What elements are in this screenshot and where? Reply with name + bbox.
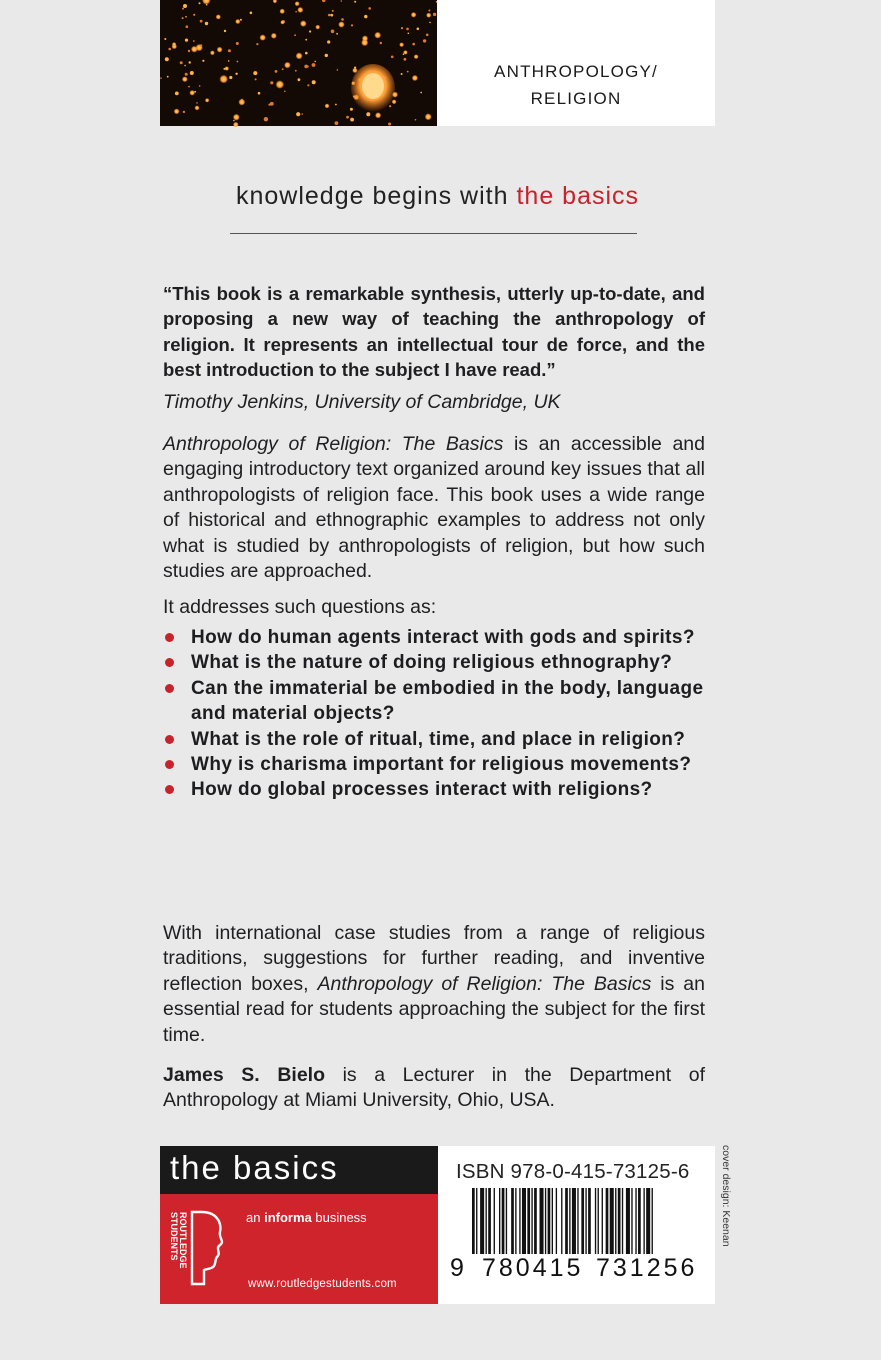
lantern-image: [160, 0, 437, 126]
lantern-dot: [305, 39, 307, 41]
description-text: is an accessible and engaging introductory text organized around key issues that all anthropologists of religion face. This book uses a wide range of historical and ethnographic examples to address not only what is studied by anthropologists of religion, but how such studies are approached.: [163, 433, 705, 583]
bullet-dot-icon: [165, 684, 174, 693]
series-publisher-panel: [160, 1146, 438, 1304]
series-tagline: [160, 182, 715, 211]
lantern-dot: [189, 61, 191, 63]
lantern-dot: [264, 117, 268, 121]
question-text: How do global processes interact with religions?: [191, 779, 653, 801]
cover-photo-lanterns: [160, 0, 437, 126]
lantern-dot: [325, 104, 330, 109]
endorsement-attribution: Timothy Jenkins, University of Cambridge, UK: [163, 391, 561, 413]
lantern-dot: [350, 118, 354, 122]
lantern-dot: [314, 61, 316, 63]
lantern-dot: [399, 42, 404, 47]
lantern-dot: [392, 99, 397, 104]
category-line-2: RELIGION: [530, 89, 622, 108]
bullet-dot-icon: [165, 760, 174, 769]
lantern-dot: [196, 102, 198, 104]
lantern-dot: [335, 121, 339, 125]
lantern-dot: [351, 24, 353, 26]
lantern-dot: [300, 20, 307, 27]
lantern-dot: [366, 112, 370, 116]
lantern-dot: [228, 49, 231, 52]
lantern-dot: [185, 73, 188, 76]
lantern-dot: [183, 111, 185, 113]
lantern-dot: [188, 86, 190, 88]
lantern-dot: [235, 19, 240, 24]
barcode-digits-right: 731256: [596, 1254, 698, 1282]
lantern-dot: [401, 73, 403, 75]
lantern-dot: [380, 42, 382, 44]
lantern-dot: [175, 92, 179, 96]
lantern-dot: [295, 1, 300, 6]
lantern-dot: [185, 39, 188, 42]
informa-suffix: business: [311, 1210, 367, 1225]
lantern-dot: [354, 1, 356, 3]
lantern-dot: [341, 18, 344, 21]
author-bio: [163, 1063, 705, 1114]
category-line-1: ANTHROPOLOGY/: [494, 62, 658, 81]
lantern-dot: [160, 77, 162, 79]
lantern-dot: [328, 14, 331, 17]
lantern-dot: [228, 60, 230, 62]
lantern-dot: [284, 62, 291, 69]
lantern-dot: [190, 71, 194, 75]
lantern-dot: [186, 25, 189, 28]
lantern-dot: [188, 50, 190, 52]
lantern-dot: [189, 90, 195, 96]
publisher-url: www.routledgestudents.com: [248, 1278, 397, 1290]
lantern-dot: [271, 33, 277, 39]
logo-routledge-text: ROUTLEDGE: [178, 1212, 188, 1269]
endorsement-quote: “This book is a remarkable synthesis, utterly up-to-date, and proposing a new way of teaching the anthropology of religion. It represents an intellectual tour de force, and the best introduction to the subject I have read.”: [163, 283, 705, 381]
lantern-dot: [374, 32, 381, 39]
lantern-dot: [429, 22, 431, 24]
informa-prefix: an: [246, 1210, 265, 1225]
lantern-dot: [182, 8, 184, 10]
bullet-dot-icon: [165, 658, 174, 667]
author-bio-text: is a Lecturer in the Department of Anthropology at Miami University, Ohio, USA.: [163, 1064, 705, 1112]
lantern-dot: [168, 48, 171, 51]
lantern-dot: [362, 35, 368, 41]
list-item: [163, 777, 705, 802]
tagline-divider: [230, 233, 637, 234]
lantern-dot: [401, 27, 403, 29]
lantern-dot: [307, 84, 309, 86]
book-title-italic: Anthropology of Religion: The Basics: [163, 433, 504, 455]
lantern-dot: [235, 73, 237, 75]
lantern-dot: [375, 112, 381, 118]
question-text: Why is charisma important for religious movements?: [191, 754, 692, 776]
lantern-dot: [294, 34, 296, 36]
book-description: [163, 432, 705, 584]
lantern-dot: [174, 109, 180, 115]
lantern-dot: [414, 54, 419, 59]
lantern-dot: [411, 12, 417, 18]
barcode-panel: [438, 1146, 715, 1304]
lantern-dot: [408, 33, 410, 35]
lantern-dot: [296, 52, 303, 59]
lantern-dot: [224, 66, 229, 71]
lantern-dot: [182, 76, 188, 82]
lantern-dot: [423, 39, 426, 42]
lantern-dot: [185, 16, 187, 18]
lantern-dot: [315, 25, 320, 30]
lantern-dot: [364, 15, 367, 18]
lantern-dot: [282, 68, 284, 70]
cover-credit-text: cover design: Keenan: [720, 1145, 732, 1247]
lantern-dot: [233, 122, 239, 128]
category-label: [437, 58, 715, 112]
lantern-dot: [216, 14, 221, 19]
lantern-dot: [255, 78, 257, 80]
lantern-dot: [428, 10, 430, 12]
lantern-dot: [368, 7, 371, 10]
lantern-dot: [417, 28, 420, 31]
lantern-dot: [219, 75, 228, 84]
lantern-dot: [312, 80, 316, 84]
informa-tagline: [246, 1210, 367, 1225]
lantern-dot: [350, 108, 353, 111]
lantern-dot: [200, 44, 202, 46]
closing-before: With international case studies from a range of religious traditions, suggestions for further reading, and inventive reflection boxes,: [163, 922, 705, 995]
lantern-dot: [258, 92, 261, 95]
lantern-dot: [298, 78, 301, 81]
lantern-dot: [295, 11, 297, 13]
lantern-dot: [327, 40, 330, 43]
lantern-dot: [346, 116, 349, 119]
question-text: Can the immaterial be embodied in the body, language and material objects?: [191, 677, 704, 725]
lantern-dot: [330, 14, 333, 17]
lantern-dot: [325, 54, 328, 57]
cover-design-credit: [718, 1145, 738, 1325]
lantern-dot: [270, 81, 273, 84]
lantern-dot: [337, 69, 339, 71]
lantern-dot: [433, 13, 436, 16]
lantern-dot: [426, 34, 429, 37]
lantern-dot: [389, 105, 391, 107]
lantern-dot: [412, 43, 415, 46]
lantern-dot: [276, 80, 285, 89]
lantern-dot: [250, 12, 253, 15]
lantern-dot: [335, 104, 337, 106]
list-item: [163, 676, 705, 727]
lantern-dot: [306, 65, 308, 67]
list-item: [163, 625, 705, 650]
lantern-dot: [202, 60, 204, 62]
lantern-dot: [412, 75, 418, 81]
tagline-prefix: knowledge begins with: [235, 182, 517, 210]
barcode-digit-lead: 9: [450, 1254, 464, 1282]
lantern-dot: [312, 63, 316, 67]
author-name: James S. Bielo: [163, 1064, 325, 1086]
lantern-dot: [425, 113, 432, 120]
bullet-dot-icon: [165, 633, 174, 642]
lantern-dot: [256, 43, 258, 45]
lantern-dot: [280, 9, 285, 14]
lantern-dot: [164, 38, 166, 40]
lantern-dot: [165, 57, 169, 61]
series-name: the basics: [170, 1149, 339, 1186]
lantern-dot: [233, 114, 240, 121]
lantern-dot: [426, 13, 431, 18]
lantern-dot: [296, 112, 300, 116]
lantern-dot: [391, 56, 394, 59]
lantern-dot: [309, 30, 311, 32]
barcode-digits-left: 780415: [482, 1254, 584, 1282]
list-item: [163, 650, 705, 675]
lantern-dot: [406, 28, 409, 31]
lantern-dot: [270, 102, 274, 106]
logo-students-text: STUDENTS: [169, 1212, 179, 1261]
lantern-dot: [331, 30, 335, 34]
closing-after: is an essential read for students approaching the subject for the first time.: [163, 972, 706, 1046]
lantern-dot: [404, 58, 407, 61]
lantern-dot: [420, 92, 422, 94]
lantern-dot: [407, 71, 409, 73]
question-text: How do human agents interact with gods and spirits?: [191, 627, 695, 648]
lantern-dot: [217, 47, 223, 53]
lantern-dot: [193, 14, 195, 16]
lantern-dot: [338, 21, 344, 27]
lantern-dot: [415, 119, 417, 121]
lantern-dot: [224, 30, 226, 32]
lantern-dot: [200, 20, 203, 23]
list-item: [163, 752, 705, 777]
lantern-dot: [297, 7, 303, 13]
lantern-dot: [184, 65, 186, 67]
lantern-dot: [193, 40, 195, 42]
questions-intro: It addresses such questions as:: [163, 596, 437, 618]
lantern-dot: [301, 113, 303, 115]
lantern-dot: [403, 53, 405, 55]
lantern-dot: [295, 70, 297, 72]
lantern-dot: [172, 42, 176, 46]
question-text: What is the role of ritual, time, and place in religion?: [191, 728, 686, 750]
lantern-dot: [237, 61, 239, 63]
questions-list: [163, 625, 705, 803]
lantern-dot: [253, 71, 257, 75]
lantern-dot: [180, 61, 183, 64]
lantern-dot: [229, 76, 232, 79]
closing-paragraph: [163, 921, 705, 1048]
book-title-italic: Anthropology of Religion: The Basics: [317, 972, 652, 995]
lantern-dot: [199, 2, 201, 4]
bullet-dot-icon: [165, 785, 174, 794]
isbn-label: ISBN 978-0-415-73125-6: [456, 1160, 690, 1183]
bullet-dot-icon: [165, 735, 174, 744]
publisher-bar: [160, 1194, 438, 1304]
lantern-dot: [236, 42, 239, 45]
category-panel: [437, 0, 715, 126]
lantern-dot: [332, 10, 334, 12]
lantern-dot: [354, 67, 356, 69]
lantern-dot: [238, 99, 245, 106]
lantern-dot: [240, 19, 242, 21]
list-item: [163, 727, 705, 752]
lantern-dot: [305, 52, 308, 55]
lantern-dot: [205, 22, 208, 25]
lantern-dot: [275, 70, 278, 73]
informa-bold: informa: [264, 1210, 312, 1225]
lantern-dot: [336, 33, 338, 35]
lantern-dot: [280, 20, 284, 24]
question-text: What is the nature of doing religious ethnography?: [191, 652, 673, 674]
lantern-dot: [183, 4, 187, 8]
routledge-logo-icon: [169, 1208, 226, 1288]
lantern-dot: [182, 17, 184, 19]
lantern-dot: [260, 34, 266, 40]
series-name-bar: [160, 1146, 438, 1194]
lantern-dot: [284, 91, 286, 93]
lantern-dot: [199, 85, 201, 87]
lantern-dot: [341, 0, 343, 2]
lantern-dot: [205, 98, 209, 102]
lantern-dot: [195, 105, 200, 110]
lantern-dot: [388, 123, 391, 126]
lantern-dot: [210, 50, 215, 55]
lantern-dot: [167, 76, 169, 78]
tagline-accent: the basics: [516, 182, 640, 210]
